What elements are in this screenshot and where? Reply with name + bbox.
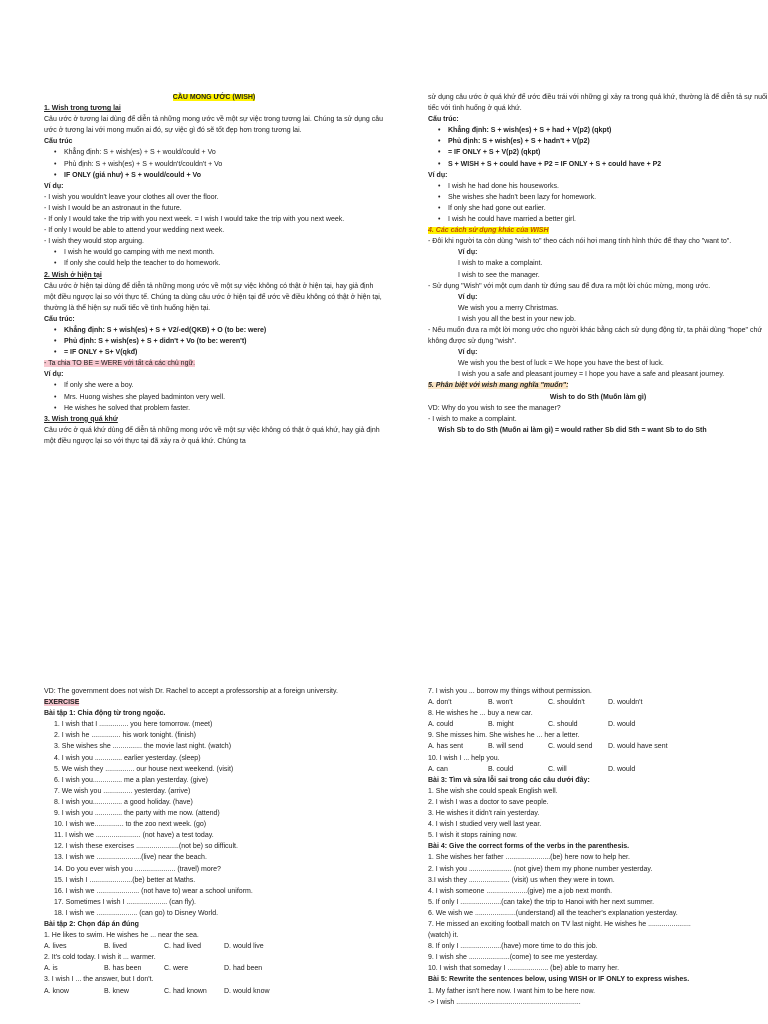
structure-item: • = IF ONLY + S + V(p2) (qkpt) — [428, 147, 768, 158]
exercise-item: 16. I wish we ...................... (not have to) wear a school uniform. — [54, 887, 253, 895]
example-label: Ví dụ: — [458, 349, 478, 357]
example-line: - If only I would be able to attend your wedding next week. — [44, 227, 225, 235]
answer-options — [428, 741, 768, 752]
exercise-column-right — [428, 686, 768, 1008]
exercise-item: 7. He missed an exciting football match on TV last night. He wishes he ...................... — [428, 920, 691, 928]
option: B. might — [488, 721, 514, 729]
exercise-item: 15. I wish I ......................(be) better at Maths. — [54, 876, 196, 884]
exercise-item: 2. I wish you ...................... (not give) them my phone number yesterday. — [428, 865, 653, 873]
option: D. would know — [224, 987, 270, 995]
exercise-item: 4. I wish someone .....................(give) me a job next month. — [428, 887, 613, 895]
example-bullet: • I wish he could have married a better girl. — [428, 214, 768, 225]
theory-column-right — [428, 92, 768, 436]
option: B. lived — [104, 943, 127, 951]
option: A. lives — [44, 943, 67, 951]
example-line: - I wish they would stop arguing. — [44, 238, 144, 246]
exercise-item: 1. She wishes her father .......................(be) here now to help her. — [428, 854, 630, 862]
option: D. had been — [224, 965, 263, 973]
option: C. had lived — [164, 943, 201, 951]
exercise-item: 2. I wish he ............... his work tonight. (finish) — [54, 732, 196, 740]
example-bullet: • If only she were a boy. — [44, 380, 384, 391]
exercise-item: 9. I wish you .............. the party with me now. (attend) — [54, 810, 220, 818]
option: A. could — [428, 721, 454, 729]
option: D. would — [608, 765, 636, 773]
structure-item: • Phủ định: S + wish(es) + S + wouldn't/couldn't + Vo — [44, 159, 384, 170]
example-line: - If only I would take the trip with you next week. = I wish I would take the trip with you next week. — [44, 216, 345, 224]
option: C. would send — [548, 743, 593, 751]
example-line: I wish you a safe and pleasant journey = I hope you have a safe and pleasant journey. — [458, 371, 725, 379]
example-bullet: • I wish he had done his houseworks. — [428, 181, 768, 192]
option: D. would have sent — [608, 743, 668, 751]
option: C. were — [164, 965, 189, 973]
option: B. could — [488, 765, 514, 773]
paragraph-hope: - Nếu muốn đưa ra một lời mong ước cho người khác bằng cách sử dụng động từ, ta phải dùng "hope" chứ không được sử dụng "wish". — [428, 326, 763, 346]
answer-options — [428, 697, 768, 708]
option: A. is — [44, 965, 58, 973]
exercise-heading: EXERCISE — [44, 699, 80, 707]
example-line: We wish you a merry Christmas. — [458, 304, 559, 312]
option: A. can — [428, 765, 448, 773]
exercise-item: 9. I wish she .....................(come) to see me yesterday. — [428, 954, 598, 962]
question: 3. I wish I ... the answer, but I don't. — [44, 976, 154, 984]
exercise-item: 1. My father isn't here now. I want him to be here now. — [428, 987, 596, 995]
paragraph-wish-noun: - Sử dụng "Wish" với một cụm danh từ đứng sau để đưa ra một lời chúc mừng, mong ước. — [428, 282, 711, 290]
subheading-wish-to: Wish to do Sth (Muốn làm gì) — [549, 393, 647, 401]
exercise-1-list — [44, 719, 384, 919]
section-heading-past: 3. Wish trong quá khứ — [44, 415, 118, 423]
option: B. won't — [488, 699, 513, 707]
structure-item: • Khẳng định: S + wish(es) + S + V2/-ed(QKĐ) + O (to be: were) — [44, 325, 384, 336]
structure-item: • S + WISH + S + could have + P2 = IF ONLY + S + could have + P2 — [428, 159, 768, 170]
question: 7. I wish you ... borrow my things without permission. — [428, 688, 592, 695]
exercise-item: 6. I wish you............... me a plan yesterday. (give) — [54, 776, 208, 784]
exercise-item: -> I wish ................................................................ — [428, 998, 581, 1006]
structure-label: Cấu trúc: — [428, 116, 459, 124]
exercise-item: 2. I wish I was a doctor to save people. — [428, 798, 549, 806]
exercise-item: 18. I wish we ..................... (can go) to Disney World. — [54, 909, 219, 917]
option: D. wouldn't — [608, 699, 643, 707]
example-line: - I wish you wouldn't leave your clothes all over the floor. — [44, 193, 219, 201]
exercise-item: 4. I wish you .............. earlier yesterday. (sleep) — [54, 754, 201, 762]
structure-label: Cấu trúc: — [44, 315, 75, 323]
exercise-item: 10. I wish we............... to the zoo next week. (go) — [54, 821, 207, 829]
exercise-item: 14. Do you ever wish you ..................... (travel) more? — [54, 865, 221, 873]
answer-options — [428, 719, 768, 730]
option: B. has been — [104, 965, 142, 973]
note-to-be: - Ta chia TO BE = WERE với tất cả các chủ ngữ. — [44, 360, 196, 368]
example-line: VD: The government does not wish Dr. Rachel to accept a professorship at a foreign university. — [44, 688, 338, 695]
option: C. shouldn't — [548, 699, 585, 707]
document-title: CẦU MONG ƯỚC (WISH) — [172, 94, 256, 101]
exercise-item: 7. We wish you ............... yesterday. (arrive) — [54, 787, 191, 795]
exercise-item: 11. I wish we ....................... (not have) a test today. — [54, 832, 214, 840]
exercise-item: 6. We wish we .....................(understand) all the teacher's explanation yesterday. — [428, 909, 678, 917]
exercise-item: 13. I wish we .......................(live) near the beach. — [54, 854, 207, 862]
structure-item: • = IF ONLY + S+ V(qkđ) — [44, 347, 384, 358]
exercise-item: 8. If only I .....................(have) more time to do this job. — [428, 943, 598, 951]
exercise-3-title: Bài 3: Tìm và sửa lỗi sai trong các câu dưới đây: — [428, 776, 590, 784]
section-heading-other-uses: 4. Các cách sử dụng khác của WISH — [428, 227, 549, 235]
section-heading-present: 2. Wish ở hiện tại — [44, 271, 102, 279]
paragraph-present: Câu ước ở hiện tại dùng để diễn tả những mong ước về một sự việc không có thật ở hiện tại, hay giả định một điều ngược lại so với thực tế. Chúng ta dùng câu ước ở hiện tại để ước về điều không có thật ở hiện tại, thường là thể hiện sự nuối tiếc về tình huống hiện tại. — [44, 282, 382, 312]
exercise-item: (watch) it. — [428, 932, 459, 940]
exercise-item: 5. We wish they ............... our house next weekend. (visit) — [54, 765, 234, 773]
exercise-item: 1. I wish that I ............... you here tomorrow. (meet) — [54, 721, 213, 729]
example-bullet: • Mrs. Huong wishes she played badminton very well. — [44, 392, 384, 403]
example-bullet: • If only she could help the teacher to do homework. — [44, 258, 384, 269]
answer-options — [44, 986, 384, 997]
option: C. should — [548, 721, 578, 729]
question: 10. I wish I ... help you. — [428, 754, 500, 762]
answer-options — [44, 941, 384, 952]
exercise-2-title: Bài tập 2: Chọn đáp án đúng — [44, 920, 139, 928]
exercise-item: 3. She wishes she ............... the movie last night. (watch) — [54, 743, 232, 751]
structure-item: • Phủ định: S + wish(es) + S + didn't + Vo (to be: weren't) — [44, 336, 384, 347]
option: C. had known — [164, 987, 207, 995]
example-bullet: • If only she had gone out earlier. — [428, 203, 768, 214]
example-bullet: • She wishes she hadn't been lazy for homework. — [428, 192, 768, 203]
example-line: I wish to see the manager. — [458, 271, 540, 279]
option: B. knew — [104, 987, 129, 995]
exercise-4-title: Bài 4: Give the correct forms of the verbs in the parenthesis. — [428, 843, 630, 851]
exercise-item: 10. I wish that someday I ..................... (be) able to marry her. — [428, 965, 620, 973]
example-line: I wish to make a complaint. — [458, 260, 543, 268]
example-bullet: • I wish he would go camping with me next month. — [44, 247, 384, 258]
structure-item: • Khẳng định: S + wish(es) + S + had + V(p2) (qkpt) — [428, 125, 768, 136]
paragraph-wish-to: - Đôi khi người ta còn dùng "wish to" theo cách nói hơi mang tính hình thức để thay cho "want to". — [428, 238, 732, 246]
paragraph-past: Câu ước ở quá khứ dùng để diễn tả những mong ước về một sự việc không có thật ở quá khứ, hay giả định một điều ngược lại so với thực tại đã xảy ra ở quá khứ. Chúng ta — [44, 426, 380, 445]
formula-wish-sb: Wish Sb to do Sth (Muốn ai làm gì) = would rather Sb did Sth = want Sb to do Sth — [438, 426, 707, 434]
section-heading-future: 1. Wish trong tương lai — [44, 105, 121, 113]
exercise-item: 1. She wish she could speak English well. — [428, 787, 558, 795]
exercise-item: 17. Sometimes I wish I ..................... (can fly). — [54, 898, 196, 906]
structure-item: • IF ONLY (giá như) + S + would/could + Vo — [44, 170, 384, 181]
option: A. has sent — [428, 743, 464, 751]
theory-column-left — [44, 92, 384, 447]
exercise-item: 4. I wish I studied very well last year. — [428, 821, 542, 829]
question: 1. He likes to swim. He wishes he ... near the sea. — [44, 932, 199, 940]
exercise-5-title: Bài 5: Rewrite the sentences below, using WISH or IF ONLY to express wishes. — [428, 976, 690, 984]
paragraph-future: Câu ước ở tương lai dùng để diễn tả những mong ước về một sự việc trong tương lai. Chúng ta sử dụng câu ước ở tương lai với mong muốn ai đó, sự việc gì đó sẽ tốt đẹp hơn trong tương lai. — [44, 116, 384, 135]
example-line: VD: Why do you wish to see the manager? — [428, 404, 561, 412]
question: 2. It's cold today. I wish it ... warmer. — [44, 954, 156, 962]
structure-item: • Phủ định: S + wish(es) + S + hadn't + V(p2) — [428, 136, 768, 147]
example-line: We wish you the best of luck = We hope you have the best of luck. — [458, 360, 664, 368]
example-label: Ví dụ: — [458, 293, 478, 301]
example-bullet: • He wishes he solved that problem faster. — [44, 403, 384, 414]
option: A. know — [44, 987, 69, 995]
example-label: Ví dụ: — [44, 371, 64, 379]
answer-options — [428, 764, 768, 775]
example-label: Ví dụ: — [428, 171, 448, 179]
structure-item: • Khẳng định: S + wish(es) + S + would/could + Vo — [44, 147, 384, 158]
exercise-item: 3.I wish they ..................... (visit) us when they were in town. — [428, 876, 615, 884]
example-label: Ví dụ: — [44, 182, 64, 190]
option: B. will send — [488, 743, 524, 751]
example-line: - I wish I would be an astronaut in the future. — [44, 204, 182, 212]
exercise-item: 3. He wishes it didn't rain yesterday. — [428, 810, 540, 818]
exercise-item: 5. If only I .....................(can take) the trip to Hanoi with her next summer. — [428, 898, 655, 906]
example-line: - I wish to make a complaint. — [428, 415, 517, 423]
paragraph-past-cont: sử dụng câu ước ở quá khứ để ước điều trái với những gì xảy ra trong quá khứ, thường là để diễn tả sự nuối tiếc với tình huống ở quá khứ. — [428, 94, 768, 113]
option: D. would — [608, 721, 636, 729]
example-label: Ví dụ: — [458, 249, 478, 257]
question: 8. He wishes he ... buy a new car. — [428, 710, 533, 718]
exercise-column-left — [44, 686, 384, 997]
option: C. will — [548, 765, 567, 773]
exercise-item: 8. I wish you............... a good holiday. (have) — [54, 798, 193, 806]
option: A. don't — [428, 699, 452, 707]
example-line: I wish you all the best in your new job. — [458, 315, 576, 323]
section-heading-muon: 5. Phân biệt với wish mang nghĩa "muốn": — [428, 382, 569, 390]
option: D. would live — [224, 943, 264, 951]
exercise-1-title: Bài tập 1: Chia động từ trong ngoặc. — [44, 710, 166, 718]
exercise-item: 5. I wish it stops raining now. — [428, 832, 518, 840]
question: 9. She misses him. She wishes he ... her a letter. — [428, 732, 580, 740]
structure-label: Cấu trúc — [44, 138, 73, 146]
exercise-item: 12. I wish these exercises ......................(not be) so difficult. — [54, 843, 238, 851]
answer-options — [44, 963, 384, 974]
